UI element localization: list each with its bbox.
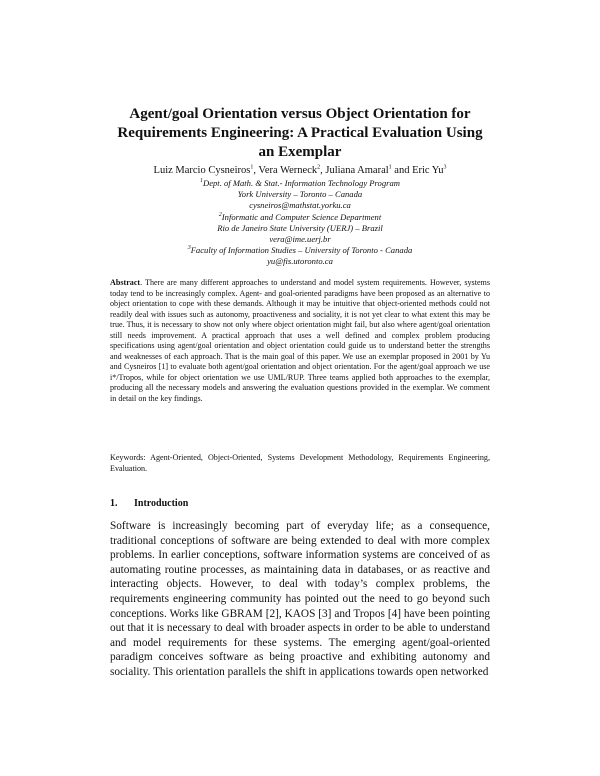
section-heading xyxy=(110,498,188,509)
author-1-affil: 1 xyxy=(250,164,254,171)
author-3: , Juliana Amaral xyxy=(320,165,389,176)
affiliation-email: vera@ime.uerj.br xyxy=(269,234,331,245)
title-line-2: Requirements Engineering: A Practical Evaluation Using xyxy=(117,125,483,141)
author-names xyxy=(80,165,520,177)
abstract-label: Abstract xyxy=(110,278,141,287)
abstract xyxy=(110,278,490,405)
affiliation-line: $^2$Informatic and Computer Science Department xyxy=(218,211,382,222)
affiliation-email: cysneiros@mathstat.yorku.ca xyxy=(249,200,351,211)
affiliation-1 xyxy=(80,178,520,212)
section-number: 1. xyxy=(110,498,118,509)
title-line-3: an Exemplar xyxy=(258,144,342,160)
affiliation-line: Rio de Janeiro State University (UERJ) – Brazil xyxy=(217,222,383,233)
author-block xyxy=(80,165,520,268)
author-1: Luiz Marcio Cysneiros xyxy=(153,165,251,176)
abstract-text: . There are many different approaches to understand and model system requirements. However, systems today tend to be increasingly complex. Agent- and goal-oriented paradigms have been proposed as an alternative to object orientation to cope with these demands. Although it may be intuitive that object-oriented methods could not readily deal with issues such as autonomy, proactiveness and sociality, it is not yet clear to what extent this may be true. Thus, it is necessary to show not only where object orientation might fail, but also where agent/goal orientation still needs improvement. A practical approach that uses a well defined and complex problem producing specifications using agent/goal orientation and object orientation could guide us to understand better the strengths and weaknesses of each approach. That is the main goal of this paper. We use an exemplar proposed in 2001 by Yu and Cysneiros [1] to evaluate both agent/goal orientation and object orientation. For the agent/goal approach we use i*/Tropos, while for object orientation we use UML/RUP. Three teams applied both approaches to the exemplar, producing all the necessary models and answering the evaluation questions provided in the exemplar. We comment in detail on the key findings. xyxy=(110,278,490,404)
author-3-affil: 1 xyxy=(388,164,392,171)
author-4: and Eric Yu xyxy=(391,165,444,176)
paper-title xyxy=(100,105,500,162)
affiliation-email: yu@fis.utoronto.ca xyxy=(267,256,333,267)
affiliation-3 xyxy=(80,245,520,267)
title-line-1: Agent/goal Orientation versus Object Orientation for xyxy=(129,106,471,122)
keywords: Keywords: Agent-Oriented, Object-Oriented, Systems Development Methodology, Requirements Engineering, Evaluation. xyxy=(110,453,490,473)
section-title: Introduction xyxy=(134,498,189,509)
affiliation-line: $^3$Faculty of Information Studies – University of Toronto - Canada xyxy=(187,245,413,256)
author-2: , Vera Werneck xyxy=(253,165,318,176)
author-4-affil: 3 xyxy=(443,164,447,171)
affiliation-line: York University – Toronto – Canada xyxy=(237,189,363,200)
intro-paragraph: Software is increasingly becoming part of everyday life; as a consequence, traditional conceptions of software are being extended to deal with more complex problems. In earlier conceptions, software information systems are conceived of as automating routine processes, as maintaining data in databases, or as reactive and interacting objects. However, to deal with today’s complex problems, the requirements engineering community has pointed out the need to go beyond such conceptions. Works like GBRAM [2], KAOS [3] and Tropos [4] have been pointing out that it is necessary to deal with broader aspects in order to be able to understand and model requirements for these systems. The emerging agent/goal-oriented paradigm conceives software as being proactive and exhibiting autonomy and sociality. This orientation parallels the shift in applications towards open networked xyxy=(110,520,490,678)
affiliation-line: $^1$Dept. of Math. & Stat.- Information Technology Program xyxy=(199,178,400,188)
affiliation-2 xyxy=(80,212,520,246)
author-2-affil: 2 xyxy=(317,164,321,171)
